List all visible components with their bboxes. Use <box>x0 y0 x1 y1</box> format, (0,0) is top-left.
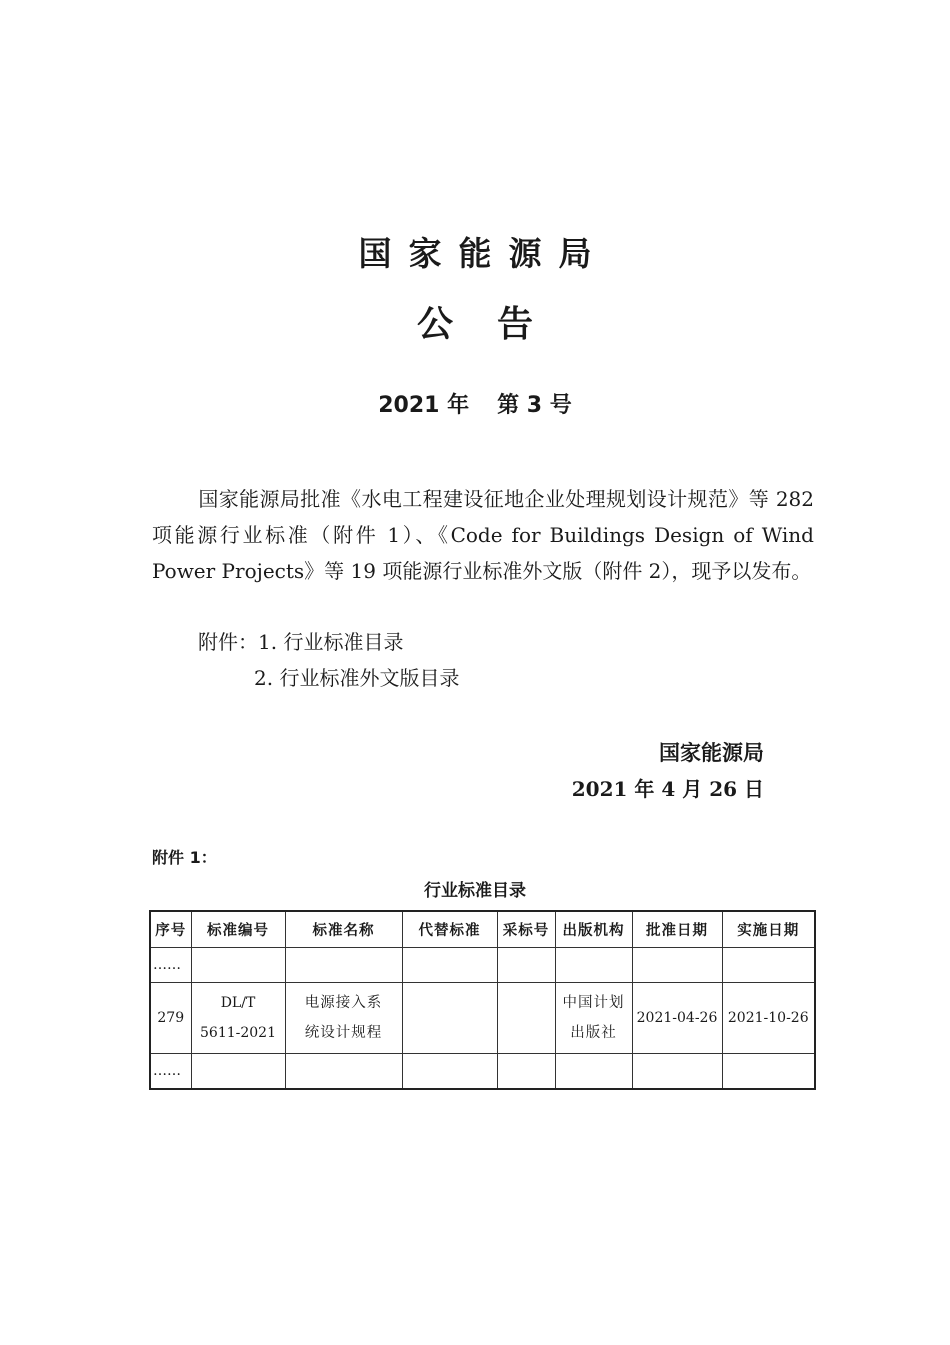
paragraph-text: 国家能源局批准《水电工程建设征地企业处理规划设计规范》等 282 项能源行业标准（附件 1）、《Code for Buildings Design of Wind Power Projects》等 19 项能源行业标准外文版（附件 2），现予以发布。 <box>152 487 814 583</box>
col-header: 代替标准 <box>402 911 497 948</box>
code-cell <box>191 983 285 1054</box>
col-header: 采标号 <box>497 911 555 948</box>
signature-date: 2021 年 4 月 26 日 <box>571 777 764 801</box>
code-line-2: 5611-2021 <box>200 1025 276 1041</box>
adopted-cell <box>497 983 555 1054</box>
effective-date-cell: 2021-10-26 <box>722 983 815 1054</box>
annex-label: 附件 1： <box>152 848 217 867</box>
seq-cell: 279 <box>150 983 191 1054</box>
agency-title: 国家能源局 <box>358 234 609 273</box>
col-header: 标准编号 <box>191 911 285 948</box>
publisher-cell <box>555 983 632 1054</box>
table-header-row <box>150 911 815 948</box>
ellipsis-cell: …… <box>150 948 191 983</box>
name-cell <box>285 983 402 1054</box>
ellipsis-row <box>150 1054 815 1090</box>
notice-title: 公告 <box>416 304 577 345</box>
publisher-line-2: 出版社 <box>570 1025 617 1041</box>
replaces-cell <box>402 983 497 1054</box>
signature-agency: 国家能源局 <box>659 741 764 765</box>
col-header: 出版机构 <box>555 911 632 948</box>
name-line-2: 统设计规程 <box>304 1025 383 1041</box>
col-header: 批准日期 <box>632 911 722 948</box>
code-line-1: DL/T <box>220 995 256 1011</box>
col-header: 序号 <box>150 911 191 948</box>
publisher-line-1: 中国计划 <box>562 995 625 1011</box>
table-title: 行业标准目录 <box>424 881 526 901</box>
attachment-2-line: 2. 行业标准外文版目录 <box>254 666 460 690</box>
issue-number <box>0 388 950 419</box>
attachment-1-line: 附件：1. 行业标准目录 <box>198 630 404 654</box>
ellipsis-row <box>150 948 815 983</box>
announcement-paragraph <box>152 481 814 589</box>
standards-table <box>149 910 816 1090</box>
name-line-1: 电源接入系 <box>304 995 383 1011</box>
col-header: 实施日期 <box>722 911 815 948</box>
col-header: 标准名称 <box>285 911 402 948</box>
issue-year: 2021 年 <box>378 393 470 418</box>
ellipsis-cell: …… <box>150 1054 191 1090</box>
table-row <box>150 983 815 1054</box>
issue-no: 第 3 号 <box>497 393 572 418</box>
approval-date-cell: 2021-04-26 <box>632 983 722 1054</box>
